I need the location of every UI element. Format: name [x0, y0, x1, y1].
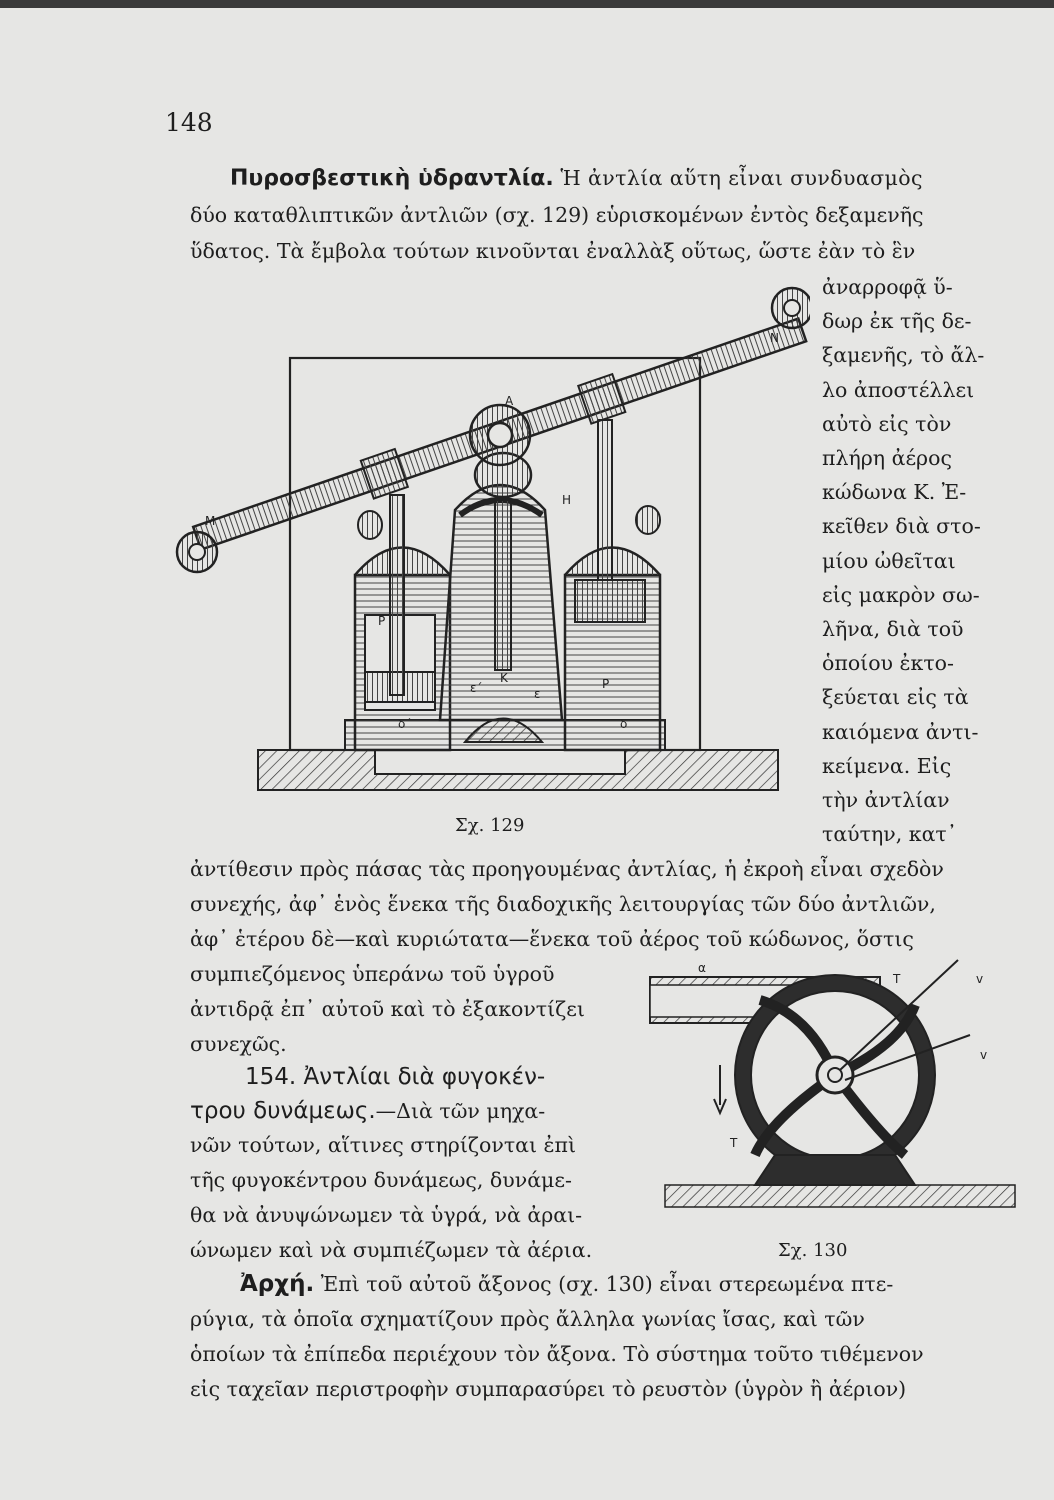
left-line-3: συνεχῶς.	[190, 1032, 287, 1056]
section-154-line-3: θα νὰ ἀνυψώνωμεν τὰ ὑγρά, νὰ ἀραι-	[190, 1203, 583, 1227]
figure-130-centrifugal-pump	[640, 955, 1020, 1225]
section-154-heading-2	[190, 1097, 545, 1125]
right-column-line: ὁποίου ἐκτο-	[822, 651, 954, 676]
fig129-label-k: K	[500, 671, 508, 685]
right-column-line: ξεύεται εἰς τὰ	[822, 685, 969, 710]
right-column-line: κεῖθεν διὰ στο-	[822, 514, 981, 539]
right-column-line: λῆνα, διὰ τοῦ	[822, 617, 964, 641]
fig129-label-a: A	[505, 394, 514, 408]
section-154-line-2: τῆς φυγοκέντρου δυνάμεως, δυνάμε-	[190, 1168, 572, 1192]
right-column-line: μίου ὠθεῖται	[822, 548, 956, 573]
fig130-label-t-left: T	[730, 1136, 738, 1150]
principle-line-3: ὁποίων τὰ ἐπίπεδα περιέχουν τὸν ἄξονα. Τὸ σύστημα τοῦτο τιθέμενον	[190, 1342, 924, 1366]
para-line-3: ἀφ᾽ ἑτέρου δὲ—καὶ κυριώτατα—ἕνεκα τοῦ ἀέρος τοῦ κώδωνος, ὅστις	[190, 927, 914, 951]
right-column-line: πλήρη ἀέρος	[822, 446, 952, 470]
para-line-1: ἀντίθεσιν πρὸς πάσας τὰς προηγουμένας ἀντλίας, ἡ ἐκροὴ εἶναι σχεδὸν	[190, 857, 944, 881]
fig129-label-n: N	[770, 331, 779, 345]
section-154-heading-2-text: τρου δυνάμεως.	[190, 1098, 376, 1124]
right-column-line: δωρ ἐκ τῆς δε-	[822, 309, 972, 334]
principle-line-4: εἰς ταχεῖαν περιστροφὴν συμπαρασύρει τὸ ρευστὸν (ὑγρὸν ἢ ἀέριον)	[190, 1377, 907, 1401]
right-column-line: καιόμενα ἀντι-	[822, 719, 979, 744]
fig129-label-m: M	[205, 514, 216, 528]
section-154-heading-2-rest: —Διὰ τῶν μηχα-	[375, 1099, 546, 1123]
section-154-line-1: νῶν τούτων, αἵτινες στηρίζονται ἐπὶ	[190, 1133, 577, 1157]
left-line-2: ἀντιδρᾷ ἐπ᾽ αὐτοῦ καὶ τὸ ἐξακοντίζει	[190, 997, 585, 1021]
principle-line-1-text: Ἐπὶ τοῦ αὐτοῦ ἄξονος (σχ. 130) εἶναι στερεωμένα πτε-	[320, 1272, 894, 1296]
right-column-line: εἰς μακρὸν σω-	[822, 582, 980, 607]
fig130-label-v2: v	[980, 1048, 988, 1062]
fig130-label-v1: v	[976, 972, 984, 986]
figure-130-caption: Σχ. 130	[778, 1240, 848, 1261]
fig129-label-p-right: P	[602, 677, 610, 691]
intro-line-3: ὕδατος. Τὰ ἔμβολα τούτων κινοῦνται ἐναλλὰξ οὕτως, ὥστε ἐὰν τὸ ἓν	[190, 239, 916, 263]
figure-129-caption: Σχ. 129	[455, 815, 525, 836]
intro-line-1-text: Ἡ ἀντλία αὕτη εἶναι συνδυασμὸς	[560, 166, 923, 190]
section-154-line-4: ώνωμεν καὶ νὰ συμπιέζωμεν τὰ ἀέρια.	[190, 1238, 593, 1262]
section-154-heading-1: 154. Ἀντλίαι διὰ φυγοκέν-	[245, 1064, 546, 1090]
fig130-label-a: α	[698, 961, 706, 975]
fig129-label-p-left: P	[378, 614, 386, 628]
right-column-line: λο ἀποστέλλει	[822, 377, 975, 402]
right-column-line: κείμενα. Εἰς	[822, 753, 952, 778]
fig129-label-e2: ε	[534, 687, 541, 701]
right-column-line: ἀναρροφᾷ ὕ-	[822, 275, 953, 299]
figure-129-fire-pump	[170, 280, 810, 820]
fig129-label-d1: δ΄	[398, 717, 412, 731]
para-line-2: συνεχής, ἀφ᾽ ἑνὸς ἕνεκα τῆς διαδοχικῆς λειτουργίας τῶν δύο ἀντλιῶν,	[190, 892, 936, 916]
page-number: 148	[165, 108, 213, 137]
principle-title: Ἀρχή.	[240, 1271, 315, 1297]
fig129-label-h: H	[562, 493, 572, 507]
principle-line-2: ρύγια, τὰ ὁποῖα σχηματίζουν πρὸς ἄλληλα γωνίας ἴσας, καὶ τῶν	[190, 1307, 865, 1331]
principle-line-1	[240, 1270, 893, 1298]
fig129-label-d2: δ	[620, 717, 628, 731]
scan-edge	[0, 0, 1054, 8]
right-column-line: τὴν ἀντλίαν	[822, 788, 950, 812]
right-column-line: ταύτην, κατ᾽	[822, 822, 958, 847]
left-line-1: συμπιεζόμενος ὑπεράνω τοῦ ὑγροῦ	[190, 962, 555, 986]
fig130-label-t-top: T	[893, 972, 901, 986]
intro-line-1	[230, 164, 923, 193]
intro-line-2: δύο καταθλιπτικῶν ἀντλιῶν (σχ. 129) εὑρισκομένων ἐντὸς δεξαμενῆς	[190, 203, 924, 227]
right-column-line: ξαμενῆς, τὸ ἄλ-	[822, 343, 985, 368]
fig129-label-e1: ε΄	[470, 681, 483, 695]
intro-title: Πυροσβεστικὴ ὑδραντλία.	[230, 166, 554, 191]
right-column-line: αὐτὸ εἰς τὸν	[822, 411, 952, 436]
right-column-line: κώδωνα Κ. Ἐ-	[822, 480, 967, 505]
